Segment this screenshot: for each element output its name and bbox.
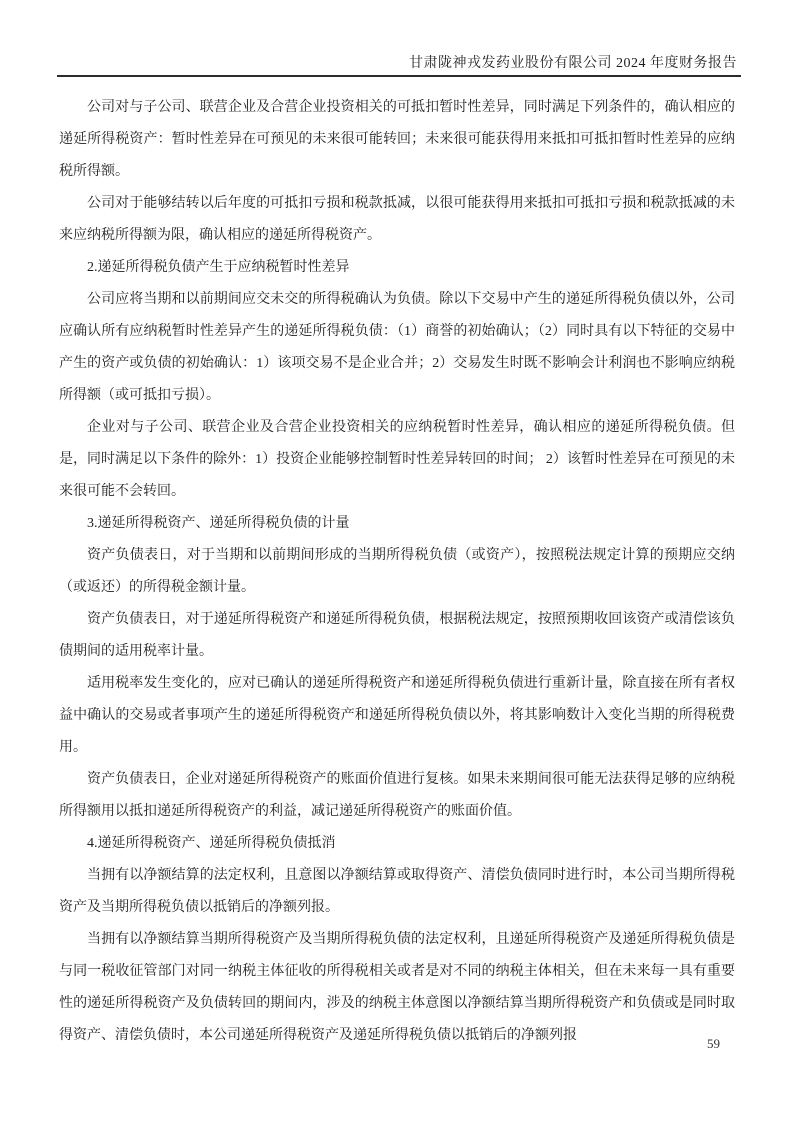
paragraph-carrying-amount-review: 资产负债表日，企业对递延所得税资产的账面价值进行复核。如果未来期间很可能无法获得足够的应纳税所得额用以抵扣递延所得税资产的利益，减记递延所得税资产的账面价值。	[59, 772, 735, 819]
section-heading-offsetting: 4.递延所得税资产、递延所得税负债抵消	[87, 836, 336, 851]
report-title: 甘肃陇神戎发药业股份有限公司 2024 年度财务报告	[409, 56, 737, 71]
document-body	[59, 92, 735, 1052]
paragraph-deferred-tax-offsetting: 当拥有以净额结算当期所得税资产及当期所得税负债的法定权利，且递延所得税资产及递延所得税负债是与同一税收征管部门对同一纳税主体征收的所得税相关或者是对不同的纳税主体相关，但在未来每一具有重要性的递延所得税资产及负债转回的期间内，涉及的纳税主体意图以净额结算当期所得税资产和负债或是同时取得资产、清偿负债时，本公司递延所得税资产及递延所得税负债以抵销后的净额列报	[59, 932, 735, 1043]
paragraph-deferred-tax-rate-measurement: 资产负债表日，对于递延所得税资产和递延所得税负债，根据税法规定，按照预期收回该资产或清偿该负债期间的适用税率计量。	[59, 612, 735, 659]
page-header	[57, 52, 737, 72]
section-heading-measurement: 3.递延所得税资产、递延所得税负债的计量	[87, 516, 350, 531]
paragraph-taxable-temporary-differences-exceptions: 企业对与子公司、联营企业及合营企业投资相关的应纳税暂时性差异，确认相应的递延所得税负债。但是，同时满足以下条件的除外：1）投资企业能够控制暂时性差异转回的时间； 2）该暂时性差异在可预见的未来很可能不会转回。	[59, 420, 735, 499]
paragraph-current-tax-offsetting: 当拥有以净额结算的法定权利，且意图以净额结算或取得资产、清偿负债同时进行时，本公司当期所得税资产及当期所得税负债以抵销后的净额列报。	[59, 868, 735, 915]
paragraph-tax-rate-change-remeasurement: 适用税率发生变化的，应对已确认的递延所得税资产和递延所得税负债进行重新计量，除直接在所有者权益中确认的交易或者事项产生的递延所得税资产和递延所得税负债以外，将其影响数计入变化当期的所得税费用。	[59, 676, 735, 755]
section-heading-deferred-tax-liability: 2.递延所得税负债产生于应纳税暂时性差异	[87, 260, 350, 275]
paragraph-current-tax-measurement: 资产负债表日，对于当期和以前期间形成的当期所得税负债（或资产），按照税法规定计算的预期应交纳（或返还）的所得税金额计量。	[59, 548, 735, 595]
paragraph-deferred-tax-liability-recognition: 公司应将当期和以前期间应交未交的所得税确认为负债。除以下交易中产生的递延所得税负债以外，公司应确认所有应纳税暂时性差异产生的递延所得税负债：（1）商誉的初始确认；（2）同时具有以下特征的交易中产生的资产或负债的初始确认：1）该项交易不是企业合并；2）交易发生时既不影响会计利润也不影响应纳税所得额（或可抵扣亏损）。	[59, 292, 735, 403]
paragraph-deductible-losses-carryforward: 公司对于能够结转以后年度的可抵扣亏损和税款抵减，以很可能获得用来抵扣可抵扣亏损和税款抵减的未来应纳税所得额为限，确认相应的递延所得税资产。	[59, 196, 735, 243]
page-number: 59	[707, 1036, 720, 1051]
paragraph-deferred-tax-asset-investment-conditions: 公司对与子公司、联营企业及合营企业投资相关的可抵扣暂时性差异，同时满足下列条件的，确认相应的递延所得税资产：暂时性差异在可预见的未来很可能转回；未来很可能获得用来抵扣可抵扣暂时性差异的应纳税所得额。	[59, 100, 735, 179]
header-divider	[57, 75, 741, 77]
page-footer	[0, 1036, 720, 1052]
